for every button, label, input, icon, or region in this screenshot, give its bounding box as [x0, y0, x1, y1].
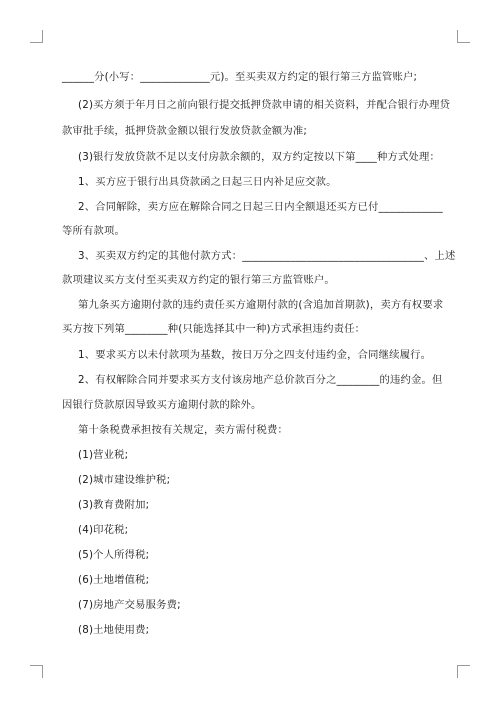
list-item: (2)城市建设维护税; — [78, 474, 171, 486]
text-line: 3、买卖双方约定的其他付款方式：__________________________________、上述 — [78, 250, 456, 262]
list-item: (5)个人所得税; — [78, 549, 150, 561]
list-item: (7)房地产交易服务费; — [78, 599, 181, 611]
text-line: 款审批手续，抵押贷款金额以银行发放贷款金额为准; — [62, 125, 308, 137]
list-item: (8)土地使用费; — [78, 624, 150, 636]
crop-mark-top-left — [30, 30, 43, 43]
text-line: (2)买方须于年月日之前向银行提交抵押贷款申请的相关资料，并配合银行办理贷 — [78, 99, 451, 111]
text-line: ______分(小写：_____________元)。至买卖双方约定的银行第三方监管账户; — [62, 71, 418, 83]
text-line: 等所有款项。 — [62, 225, 125, 237]
crop-mark-bottom-left — [30, 665, 43, 678]
crop-mark-bottom-right — [457, 665, 470, 678]
list-item: (6)土地增值税; — [78, 574, 150, 586]
text-line: 1、要求买方以未付款项为基数，按日万分之四支付违约金，合同继续履行。 — [78, 349, 432, 361]
text-line: 买方按下列第________种(只能选择其中一种)方式承担违约责任： — [62, 323, 366, 335]
list-item: (4)印花税; — [78, 524, 129, 536]
article-9-heading: 第九条买方逾期付款的违约责任买方逾期付款的(含追加首期款)，卖方有权要求 — [78, 299, 444, 311]
text-line: (3)银行发放贷款不足以支付房款余额的，双方约定按以下第____种方式处理： — [78, 151, 440, 163]
text-line: 2、合同解除，卖方应在解除合同之日起三日内全额退还买方已付____________ — [78, 201, 443, 213]
crop-mark-top-right — [457, 30, 470, 43]
text-line: 因银行贷款原因导致买方逾期付款的除外。 — [62, 399, 262, 411]
text-line: 2、有权解除合同并要求买方支付该房地产总价款百分之________的违约金。但 — [78, 374, 443, 386]
text-line: 款项建议买方支付至买卖双方约定的银行第三方监管账户。 — [62, 274, 335, 286]
article-10-heading: 第十条税费承担按有关规定，卖方需付税费： — [78, 424, 288, 436]
list-item: (3)教育费附加; — [78, 499, 150, 511]
list-item: (1)营业税; — [78, 449, 129, 461]
text-line: 1、买方应于银行出具贷款函之日起三日内补足应交款。 — [78, 176, 337, 188]
